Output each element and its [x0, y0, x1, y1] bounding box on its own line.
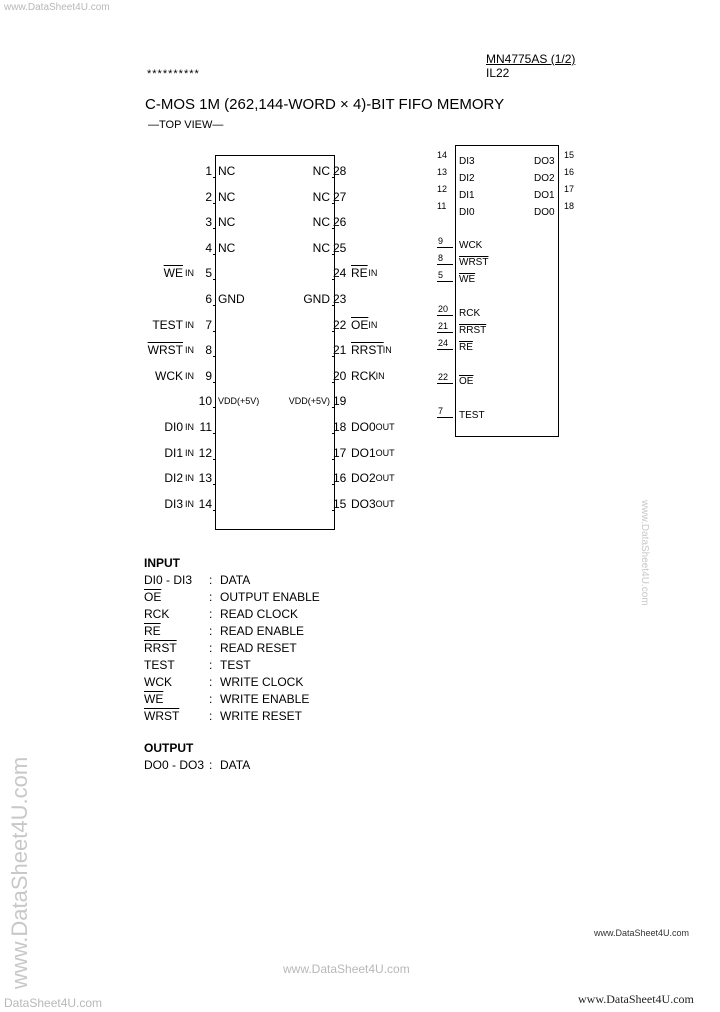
pin-direction: IN [382, 345, 392, 356]
legend-symbol: WCK [144, 675, 172, 689]
pin-inside-label: NC [312, 189, 330, 204]
legend-symbol: $\overline{OE}$ [144, 590, 162, 604]
pin-number: 21 [333, 343, 347, 358]
pin-signal-label: TEST [152, 317, 183, 332]
pin-lead [213, 433, 216, 434]
pin-number: 26 [333, 215, 347, 230]
pin-signal-label: DI1 [164, 445, 183, 460]
watermark-vertical-left: www.DataSheet4U.com [7, 756, 32, 990]
legend-description: TEST [220, 658, 251, 672]
logic-pin-label: $\overline{RE}$ [459, 342, 473, 353]
legend-description: OUTPUT ENABLE [220, 590, 320, 604]
pin-lead [213, 254, 216, 255]
pin-number: 16 [333, 471, 347, 486]
pin-number: 27 [333, 189, 347, 204]
logic-pin-number: 5 [438, 270, 444, 280]
legend-separator: : [209, 607, 213, 621]
legend-symbol: WRST [144, 709, 180, 723]
legend-symbol: $\overline{WE}$ [144, 692, 164, 706]
pin-direction: IN [185, 473, 194, 484]
pin-direction: OUT [375, 422, 395, 432]
pin-direction: IN [185, 422, 194, 432]
pin-lead [332, 356, 335, 357]
pin-lead [332, 382, 335, 383]
logic-pin-label: RCK [459, 308, 481, 319]
pin-number: 17 [333, 445, 347, 460]
output-heading: OUTPUT [144, 741, 194, 755]
logic-pin-label: $\overline{WE}$ [459, 274, 476, 285]
logic-pin-number: 14 [437, 150, 448, 160]
pin-direction: IN [185, 319, 194, 330]
logic-pin-line [437, 332, 453, 333]
watermark-center: www.DataSheet4U.com [283, 962, 410, 976]
logic-pin-line [437, 383, 453, 384]
pin-number: 4 [205, 240, 212, 255]
pin-lead [213, 228, 216, 229]
watermark-bottom-right: www.DataSheet4U.com [578, 992, 694, 1006]
legend-separator: : [209, 658, 213, 672]
pin-number: 2 [205, 189, 212, 204]
pin-number: 22 [333, 317, 347, 332]
pin-inside-label: GND [218, 292, 245, 306]
pin-lead [213, 177, 216, 178]
pin-lead [332, 279, 335, 280]
logic-pin-label: RRST [459, 325, 487, 336]
pin-signal-label: DO0 [351, 420, 376, 434]
pin-signal-label: DO1 [351, 445, 376, 460]
logic-pin-label: DO0 [534, 207, 555, 218]
logic-pin-label: $\overline{OE}$ [459, 376, 474, 387]
pin-lead [213, 305, 216, 306]
pin-number: 15 [333, 496, 347, 511]
logic-pin-label: DO3 [534, 156, 555, 167]
legend-symbol: RRST [144, 641, 177, 655]
logic-pin-line [437, 247, 453, 248]
pin-lead [332, 305, 335, 306]
pin-inside-label: VDD(+5V) [218, 396, 260, 407]
pin-lead [332, 331, 335, 332]
pin-signal-label: DI2 [164, 471, 183, 486]
pin-number: 12 [198, 445, 212, 460]
pin-lead [213, 203, 216, 204]
pin-lead [213, 459, 216, 460]
ic-package-body [215, 155, 335, 530]
legend-description: WRITE CLOCK [220, 675, 304, 689]
legend-description: READ CLOCK [220, 607, 299, 621]
legend-description: WRITE RESET [220, 709, 303, 723]
pin-number: 8 [205, 343, 212, 358]
pin-inside-label: GND [303, 292, 330, 306]
logic-symbol-box [455, 145, 559, 437]
pin-signal-label: DI3 [164, 496, 183, 511]
pin-inside-label: NC [218, 164, 236, 178]
pin-lead [332, 228, 335, 229]
legend-separator: : [209, 675, 213, 689]
legend-description: WRITE ENABLE [220, 692, 310, 706]
logic-pin-label: WRST [459, 257, 489, 268]
logic-pin-line [437, 264, 453, 265]
logic-pin-line [437, 281, 453, 282]
pin-signal-label: $\overline{OE}$ [351, 317, 369, 332]
legend-symbol: DI0 - DI3 [144, 573, 193, 587]
pin-number: 3 [205, 215, 212, 230]
pin-number: 6 [205, 292, 212, 306]
pin-number: 5 [205, 266, 212, 281]
pin-number: 18 [333, 420, 347, 434]
pin-number: 23 [333, 292, 347, 306]
legend-separator: : [209, 758, 213, 772]
pin-signal-label: $\overline{WE}$ [163, 266, 183, 281]
pin-direction: IN [185, 498, 194, 509]
logic-pin-number: 21 [438, 321, 449, 331]
logic-pin-number: 12 [437, 184, 448, 194]
logic-pin-number: 17 [564, 184, 575, 194]
logic-pin-label: TEST [459, 410, 485, 421]
logic-pin-number: 8 [438, 253, 444, 263]
pin-lead [332, 254, 335, 255]
watermark-top-left: www.DataSheet4U.com [4, 2, 110, 13]
pin-lead [332, 459, 335, 460]
pin-inside-label: NC [218, 240, 236, 255]
pin-signal-label: RRST [351, 343, 384, 358]
pin-number: 14 [198, 496, 212, 511]
pin-signal-label: $\overline{RE}$ [351, 266, 368, 281]
logic-pin-label: WCK [459, 240, 483, 251]
pin-lead [213, 407, 216, 408]
pin-number: 25 [333, 240, 347, 255]
logic-pin-label: DI3 [459, 156, 475, 167]
pin-number: 10 [198, 394, 212, 409]
pin-direction: OUT [375, 447, 395, 458]
pin-inside-label: NC [312, 240, 330, 255]
logic-pin-number: 18 [564, 201, 575, 211]
pin-signal-label: DO2 [351, 471, 376, 486]
pin-lead [332, 177, 335, 178]
pin-number: 20 [333, 368, 347, 383]
pin-signal-label: DI0 [164, 420, 183, 434]
watermark-bottom-left: DataSheet4U.com [4, 996, 103, 1010]
pin-signal-label: WCK [155, 368, 183, 383]
part-number: MN4775AS (1/2) [486, 52, 576, 66]
pin-signal-label: DO3 [351, 496, 376, 511]
legend-separator: : [209, 590, 213, 604]
pin-direction: OUT [375, 498, 395, 509]
legend-symbol: DO0 - DO3 [144, 758, 205, 772]
pin-number: 19 [333, 394, 347, 409]
pin-lead [213, 484, 216, 485]
logic-pin-label: DO1 [534, 190, 555, 201]
logic-pin-line [437, 349, 453, 350]
pin-inside-label: NC [218, 189, 236, 204]
logic-pin-number: 15 [564, 150, 575, 160]
pin-lead [213, 279, 216, 280]
logic-pin-number: 20 [438, 304, 449, 314]
legend-separator: : [209, 692, 213, 706]
legend-description: READ ENABLE [220, 624, 305, 638]
legend-separator: : [209, 624, 213, 638]
legend-symbol: $\overline{RE}$ [144, 624, 161, 638]
legend-description: DATA [220, 573, 251, 587]
pin-inside-label: NC [312, 164, 330, 178]
pin-lead [332, 407, 335, 408]
pin-number: 9 [205, 368, 212, 383]
logic-pin-number: 9 [438, 236, 444, 246]
pin-number: 24 [333, 266, 347, 281]
pin-signal-label: WRST [147, 343, 183, 358]
pin-direction: IN [185, 447, 194, 458]
pin-inside-label: VDD(+5V) [288, 396, 330, 407]
logic-pin-number: 16 [564, 167, 575, 177]
pin-number: 11 [199, 420, 212, 434]
watermark-small-right: www.DataSheet4U.com [594, 928, 690, 938]
pin-lead [332, 484, 335, 485]
input-heading: INPUT [144, 556, 180, 570]
logic-pin-label: DI1 [459, 190, 475, 201]
pin-number: 1 [205, 164, 212, 178]
legend-separator: : [209, 709, 213, 723]
legend-symbol: TEST [144, 658, 175, 672]
logic-pin-label: DI2 [459, 173, 475, 184]
part-code: IL22 [486, 66, 510, 80]
pin-direction: IN [185, 345, 194, 356]
legend-separator: : [209, 573, 213, 587]
pin-direction: IN [368, 319, 378, 330]
pin-lead [213, 331, 216, 332]
pin-lead [332, 203, 335, 204]
pin-lead [213, 356, 216, 357]
pin-signal-label: RCK [351, 368, 377, 383]
pin-number: 28 [333, 164, 347, 178]
logic-pin-line [437, 315, 453, 316]
pin-lead [213, 382, 216, 383]
legend-description: READ RESET [220, 641, 297, 655]
pin-direction: IN [368, 268, 378, 279]
logic-pin-number: 22 [438, 372, 449, 382]
logic-pin-number: 13 [437, 167, 448, 177]
logic-pin-label: DI0 [459, 207, 475, 218]
pin-number: 7 [205, 317, 212, 332]
pin-lead [213, 510, 216, 511]
top-view-label: —TOP VIEW— [148, 119, 224, 131]
pin-inside-label: NC [218, 215, 236, 230]
legend-symbol: RCK [144, 607, 170, 621]
pin-direction: IN [375, 370, 385, 381]
pin-direction: IN [185, 268, 194, 279]
pin-direction: IN [185, 370, 194, 381]
page-title: C-MOS 1M (262,144-WORD × 4)-BIT FIFO MEMORY [145, 96, 505, 113]
pin-lead [332, 433, 335, 434]
logic-pin-label: DO2 [534, 173, 555, 184]
stars-line: ********** [147, 68, 200, 80]
logic-pin-line [437, 417, 453, 418]
logic-pin-number: 11 [437, 201, 447, 211]
legend-description: DATA [220, 758, 251, 772]
pin-number: 13 [198, 471, 212, 486]
logic-pin-number: 7 [438, 406, 444, 416]
legend-separator: : [209, 641, 213, 655]
watermark-side-right: www.DataSheet4U.com [639, 500, 650, 606]
logic-pin-number: 24 [438, 338, 449, 348]
pin-direction: OUT [375, 473, 395, 484]
pin-lead [332, 510, 335, 511]
pin-inside-label: NC [312, 215, 330, 230]
